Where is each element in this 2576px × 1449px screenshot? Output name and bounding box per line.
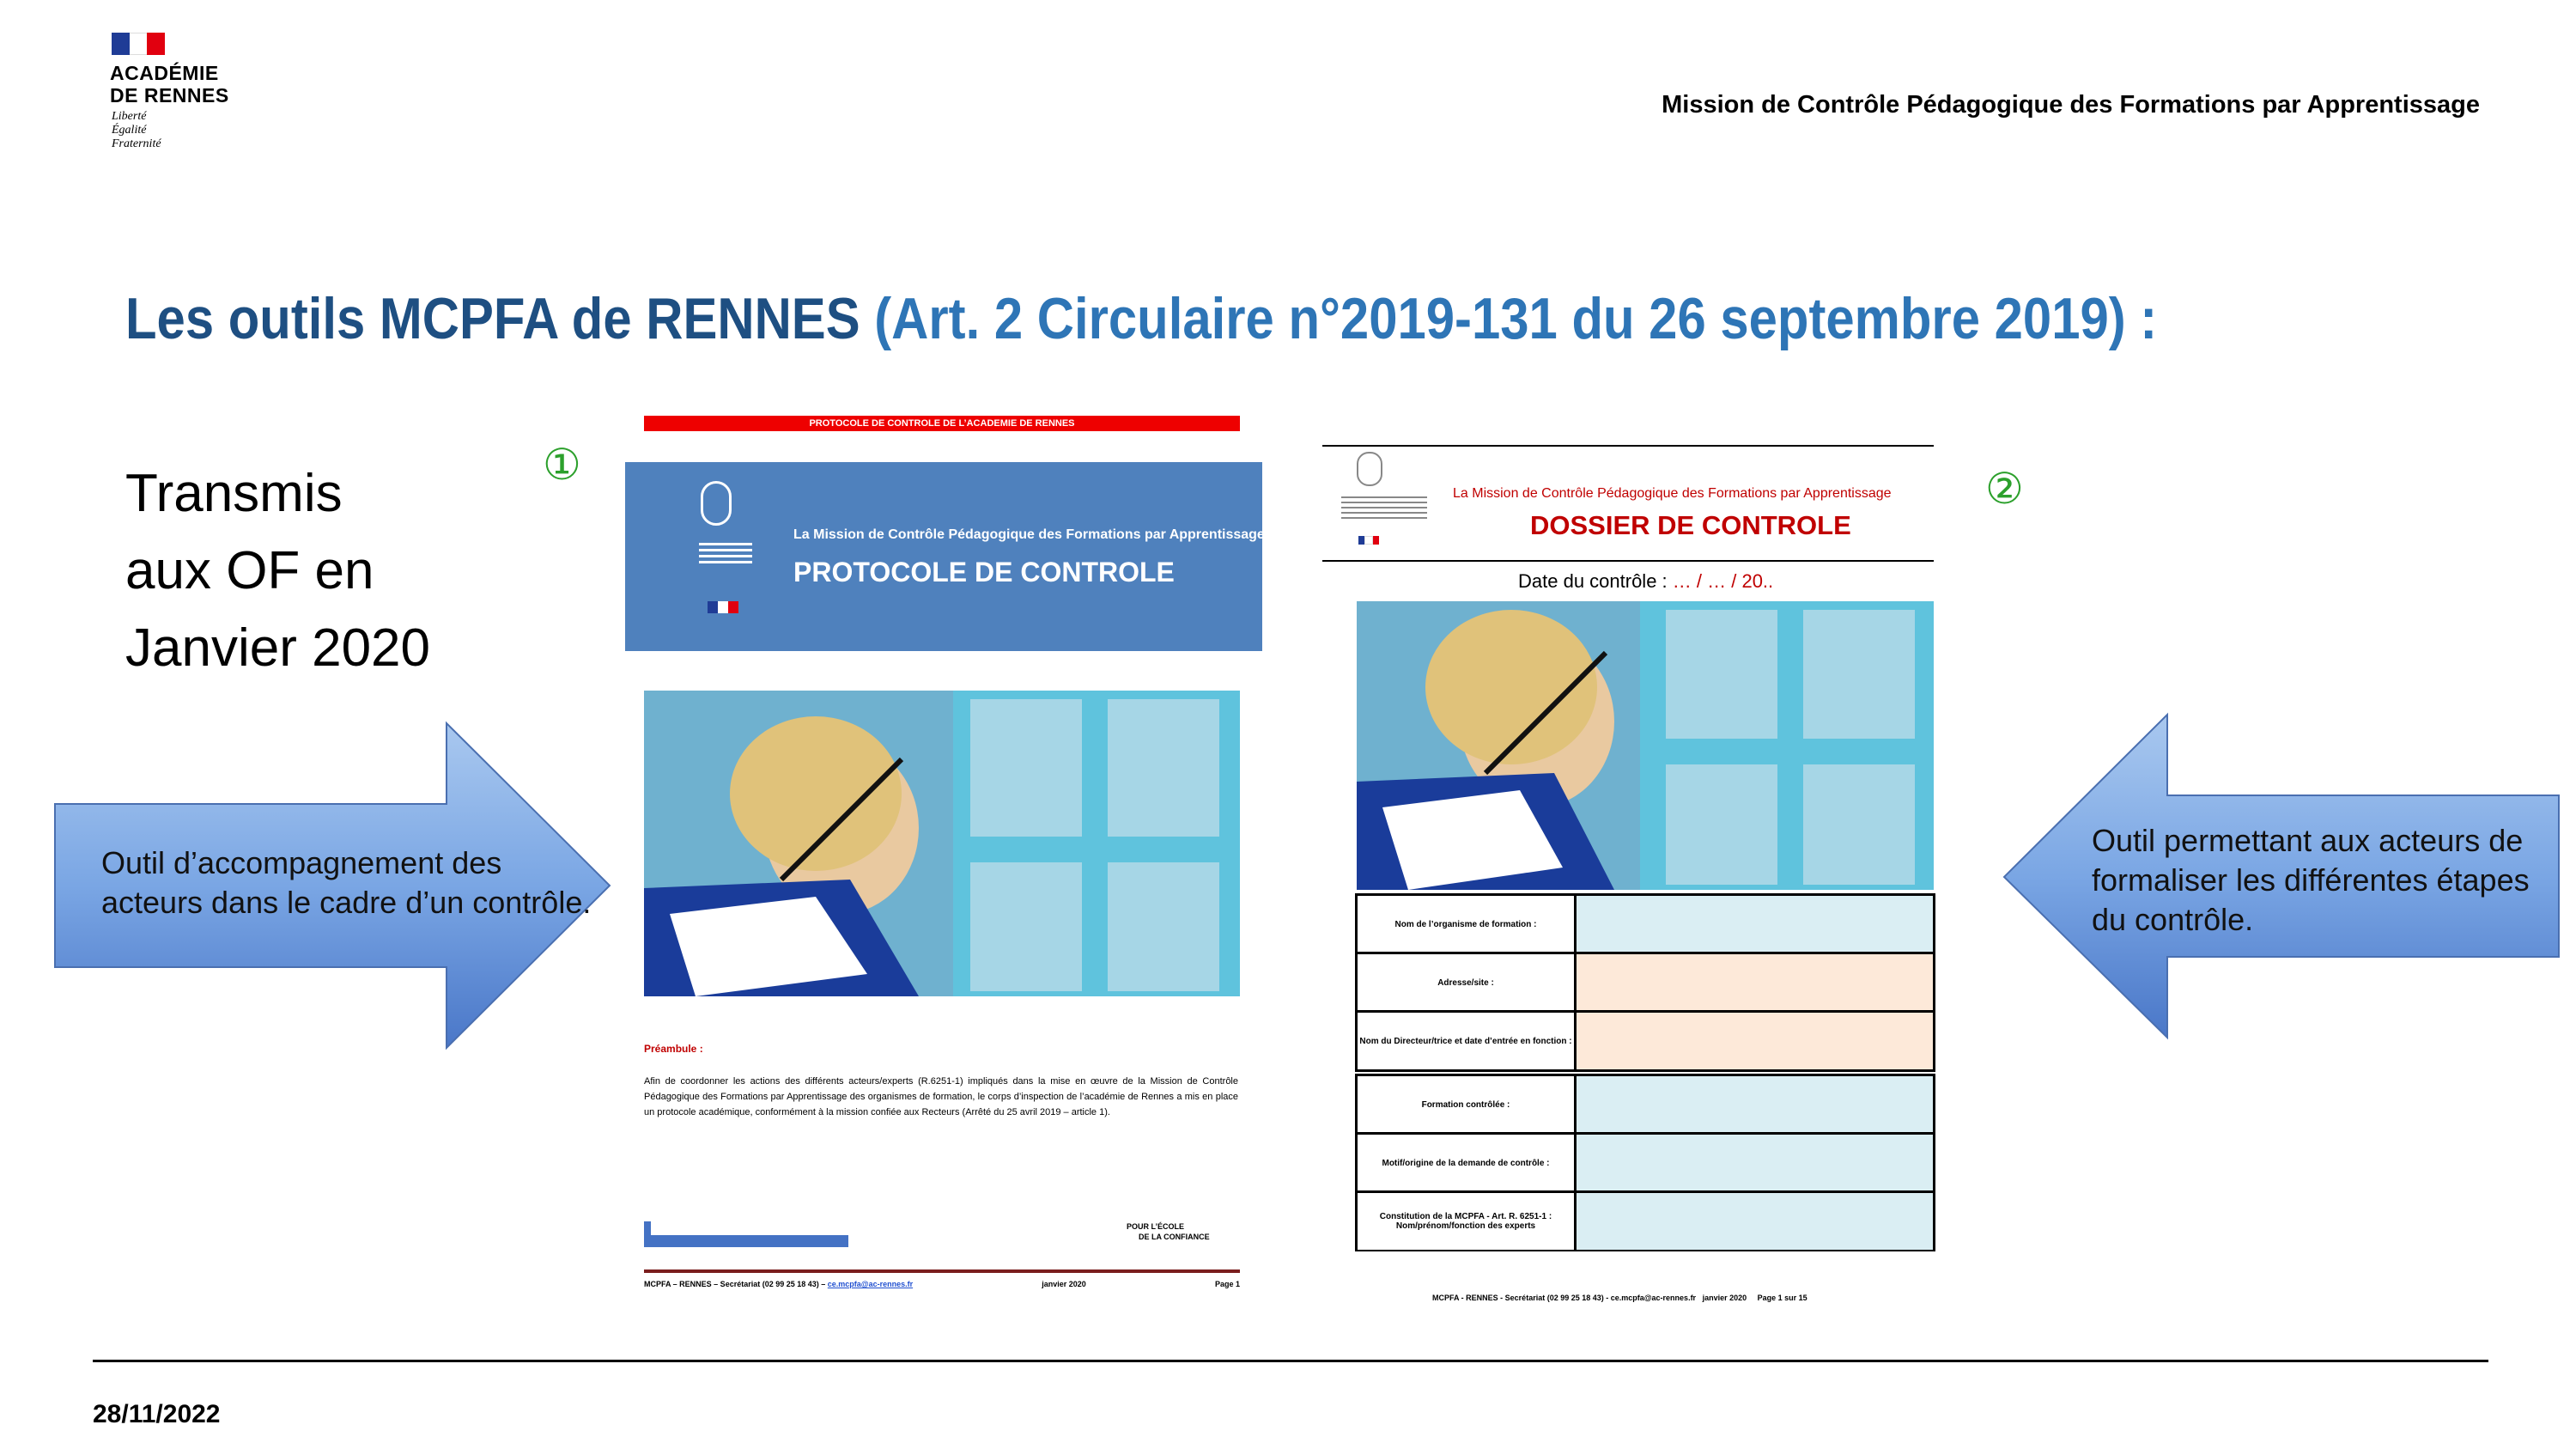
dossier-ministry-block	[1341, 493, 1427, 522]
motto-fraternite: Fraternité	[112, 137, 161, 150]
protocole-footer	[644, 1280, 1240, 1288]
page-title	[125, 285, 2157, 352]
right-arrow-line-3: du contrôle.	[2092, 902, 2254, 937]
right-arrow-text	[2092, 821, 2530, 940]
academie-logo	[110, 31, 282, 160]
preambule-heading: Préambule :	[644, 1043, 703, 1055]
slide-date: 28/11/2022	[93, 1400, 221, 1428]
experts-field[interactable]	[1577, 1193, 1933, 1250]
logo-line-2: DE RENNES	[110, 84, 229, 107]
title-part-2: (Art. 2 Circulaire n°2019-131 du 26 septembre 2019) :	[874, 286, 2158, 351]
marker-2: ②	[1985, 465, 2024, 513]
directeur-field[interactable]	[1577, 1013, 1933, 1069]
row-label: Adresse/site :	[1358, 954, 1577, 1011]
adresse-field[interactable]	[1577, 954, 1933, 1011]
logo-academie-text	[110, 62, 229, 107]
transmis-text	[125, 455, 520, 687]
dossier-table-1	[1355, 893, 1935, 1072]
french-flag-icon	[112, 33, 165, 55]
dossier-title: DOSSIER DE CONTROLE	[1530, 510, 1851, 540]
right-arrow-line-2: formaliser les différentes étapes	[2092, 862, 2530, 898]
dossier-title-rule	[1322, 560, 1934, 562]
dossier-flag-icon	[1358, 536, 1379, 545]
dossier-table-2	[1355, 1074, 1935, 1251]
row-label: Nom de l’organisme de formation :	[1358, 896, 1577, 953]
transmis-line-1: Transmis	[125, 464, 343, 523]
footer-email-link[interactable]: ce.mcpfa@ac-rennes.fr	[827, 1280, 914, 1288]
dossier-mission: La Mission de Contrôle Pédagogique des Formations par Apprentissage	[1453, 486, 1892, 501]
dossier-marianne-icon	[1357, 452, 1382, 486]
organisme-field[interactable]	[1577, 896, 1933, 953]
date-value: … / … / 20..	[1672, 570, 1774, 592]
left-arrow-line-1: Outil d’accompagnement des	[101, 845, 502, 880]
row-label: Nom du Directeur/trice et date d’entrée en fonction :	[1358, 1013, 1577, 1069]
dossier-date-line	[1518, 570, 1773, 593]
motif-field[interactable]	[1577, 1135, 1933, 1191]
dossier-footer: MCPFA - RENNES - Secrétariat (02 99 25 18 43) - ce.mcpfa@ac-rennes.fr janvier 2020 Page 1 sur 15	[1432, 1294, 1807, 1302]
row-label: Formation contrôlée :	[1358, 1076, 1577, 1133]
motto-egalite: Égalité	[112, 124, 147, 137]
logo-motto	[112, 110, 161, 151]
preambule-text: Afin de coordonner les actions des différents acteurs/experts (R.6251-1) impliqués dans la mise en œuvre de la Mission de Contrôle Pédagogique des Formations par Apprentissage des organismes de formation, le corps d’inspection de l’académie de Rennes a mis en place un protocole académique, conformément à la mission confiée aux Recteurs (Arrêté du 25 avril 2019 – article 1).	[644, 1076, 1238, 1117]
inspection-photo	[644, 691, 1240, 996]
table-row	[1358, 952, 1933, 1011]
date-label: Date du contrôle :	[1518, 570, 1673, 592]
protocole-top-banner: PROTOCOLE DE CONTROLE DE L’ACADEMIE DE RENNES	[644, 416, 1240, 431]
ecole-line-1: POUR L’ÉCOLE	[1127, 1222, 1185, 1231]
protocole-footer-secretariat	[644, 1280, 913, 1288]
row-label: Motif/origine de la demande de contrôle :	[1358, 1135, 1577, 1191]
right-arrow-line-1: Outil permettant aux acteurs de	[2092, 823, 2524, 858]
small-flag-icon	[708, 601, 738, 613]
footer-page-number: Page 1	[1214, 1280, 1240, 1288]
motto-liberte: Liberté	[112, 110, 147, 123]
footer-date-text: janvier 2020	[1042, 1280, 1086, 1288]
transmis-line-2: aux OF en	[125, 541, 374, 600]
blue-corner-decoration	[644, 1221, 848, 1247]
dossier-inspection-photo	[1357, 601, 1934, 890]
ministry-block	[699, 539, 752, 579]
row-label: Constitution de la MCPFA - Art. R. 6251-1 : Nom/prénom/fonction des experts	[1358, 1193, 1577, 1250]
protocole-cover-banner	[625, 462, 1265, 651]
footer-divider	[93, 1360, 2488, 1362]
footer-secretariat: MCPFA – RENNES – Secrétariat (02 99 25 18 43) –	[644, 1280, 828, 1288]
table-row	[1358, 1190, 1933, 1250]
logo-line-1: ACADÉMIE	[110, 62, 219, 84]
title-part-1: Les outils MCPFA de RENNES	[125, 286, 875, 351]
table-row	[1358, 893, 1933, 953]
dossier-top-rule	[1322, 445, 1934, 447]
formation-field[interactable]	[1577, 1076, 1933, 1133]
ecole-confiance	[1127, 1221, 1210, 1242]
footer-rule	[644, 1269, 1240, 1273]
mission-header: Mission de Contrôle Pédagogique des Formations par Apprentissage	[1662, 91, 2480, 119]
ecole-line-2: DE LA CONFIANCE	[1139, 1233, 1210, 1241]
left-arrow-text	[101, 843, 591, 922]
left-arrow-line-2: acteurs dans le cadre d’un contrôle.	[101, 885, 592, 920]
transmis-line-3: Janvier 2020	[125, 618, 431, 678]
protocole-mission: La Mission de Contrôle Pédagogique des Formations par Apprentissage	[793, 527, 1265, 542]
table-row	[1358, 1074, 1933, 1133]
table-row	[1358, 1010, 1933, 1069]
protocole-title: PROTOCOLE DE CONTROLE	[793, 557, 1175, 588]
marker-1: ①	[543, 441, 581, 489]
table-row	[1358, 1132, 1933, 1191]
marianne-logo-icon	[701, 481, 732, 526]
dossier-document	[1322, 440, 1934, 1316]
protocole-document	[625, 414, 1271, 1299]
